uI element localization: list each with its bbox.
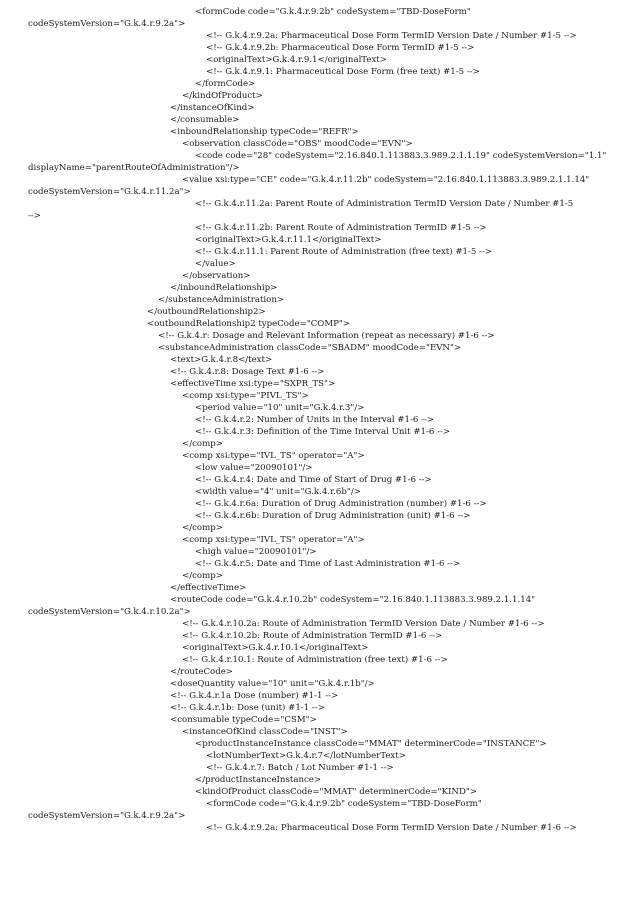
xml-code-line: <!-- G.k.4.r.7: Batch / Lot Number #1-1 -->	[206, 763, 394, 773]
xml-code-line: <!-- G.k.4.r.9.1: Pharmaceutical Dose Form (free text) #1-5 -->	[206, 67, 480, 77]
xml-code-line: <observation classCode="OBS" moodCode="EVN">	[182, 139, 413, 149]
xml-code-line: <originalText>G.k.4.r.10.1</originalText>	[182, 643, 369, 653]
xml-code-line: <!-- G.k.4.r.10.1: Route of Administration (free text) #1-6 -->	[182, 655, 448, 665]
xml-code-line: -->	[28, 211, 42, 221]
xml-code-line: <lotNumberText>G.k.4.r.7</lotNumberText>	[206, 751, 406, 761]
xml-code-line: </consumable>	[170, 115, 240, 125]
xml-code-line: <inboundRelationship typeCode="REFR">	[170, 127, 359, 137]
xml-code-line: codeSystemVersion="G.k.4.r.11.2a">	[28, 187, 191, 197]
xml-code-line: <kindOfProduct classCode="MMAT" determinerCode="KIND">	[195, 787, 477, 797]
xml-code-line: <formCode code="G.k.4.r.9.2b" codeSystem="TBD-DoseForm"	[195, 7, 471, 17]
xml-code-line: <comp xsi:type="IVL_TS" operator="A">	[182, 451, 365, 461]
xml-code-line: <!-- G.k.4.r.9.2a: Pharmaceutical Dose Form TermID Version Date / Number #1-6 -->	[206, 823, 577, 833]
xml-code-line: <value xsi:type="CE" code="G.k.4.r.11.2b" codeSystem="2.16.840.1.113883.3.989.2.1.1.14"	[182, 175, 590, 185]
xml-code-line: </routeCode>	[170, 667, 233, 677]
xml-code-line: <!-- G.k.4.r.3: Definition of the Time Interval Unit #1-6 -->	[195, 427, 451, 437]
xml-code-line: </observation>	[182, 271, 251, 281]
xml-code-line: </outboundRelationship2>	[147, 307, 266, 317]
xml-code-line: <low value="20090101"/>	[195, 463, 313, 473]
xml-code-line: codeSystemVersion="G.k.4.r.9.2a">	[28, 19, 186, 29]
xml-code-line: <!-- G.k.4.r.9.2b: Pharmaceutical Dose Form TermID #1-5 -->	[206, 43, 475, 53]
xml-code-line: <routeCode code="G.k.4.r.10.2b" codeSystem="2.16.840.1.113883.3.989.2.1.1.14"	[170, 595, 536, 605]
xml-code-line: <!-- G.k.4.r.1b: Dose (unit) #1-1 -->	[170, 703, 325, 713]
xml-code-line: </productInstanceInstance>	[195, 775, 322, 785]
xml-code-line: <productInstanceInstance classCode="MMAT" determinerCode="INSTANCE">	[195, 739, 547, 749]
xml-code-line: <!-- G.k.4.r.10.2b: Route of Administration TermID #1-6 -->	[182, 631, 443, 641]
xml-code-line: <substanceAdministration classCode="SBADM" moodCode="EVN">	[158, 343, 462, 353]
xml-code-line: codeSystemVersion="G.k.4.r.9.2a">	[28, 811, 186, 821]
xml-code-line: </effectiveTime>	[170, 583, 247, 593]
xml-code-line: codeSystemVersion="G.k.4.r.10.2a">	[28, 607, 191, 617]
xml-code-line: displayName="parentRouteOfAdministration"/>	[28, 163, 240, 173]
xml-code-line: </comp>	[182, 523, 223, 533]
xml-code-line: <!-- G.k.4.r.10.2a: Route of Administration TermID Version Date / Number #1-6 -->	[182, 619, 545, 629]
xml-code-line: </formCode>	[195, 79, 256, 89]
xml-code-line: <comp xsi:type="IVL_TS" operator="A">	[182, 535, 365, 545]
xml-code-line: <instanceOfKind classCode="INST">	[182, 727, 348, 737]
xml-code-line: <high value="20090101"/>	[195, 547, 317, 557]
xml-code-line: <doseQuantity value="10" unit="G.k.4.r.1b"/>	[170, 679, 375, 689]
xml-code-line: <!-- G.k.4.r.11.2a: Parent Route of Administration TermID Version Date / Number #1-5	[195, 199, 574, 209]
xml-code-line: <code code="28" codeSystem="2.16.840.1.113883.3.989.2.1.1.19" codeSystemVersion="1.1"	[195, 151, 607, 161]
xml-code-line: <effectiveTime xsi:type="SXPR_TS">	[170, 379, 336, 389]
xml-code-line: <width value="4" unit="G.k.4.r.6b"/>	[195, 487, 361, 497]
xml-code-line: <!-- G.k.4.r.6b: Duration of Drug Administration (unit) #1-6 -->	[195, 511, 471, 521]
xml-code-line: <formCode code="G.k.4.r.9.2b" codeSystem="TBD-DoseForm"	[206, 799, 482, 809]
xml-code-line: <!-- G.k.4.r.11.1: Parent Route of Administration (free text) #1-5 -->	[195, 247, 493, 257]
xml-code-line: <!-- G.k.4.r.6a: Duration of Drug Administration (number) #1-6 -->	[195, 499, 487, 509]
xml-code-line: <!-- G.k.4.r.9.2a: Pharmaceutical Dose Form TermID Version Date / Number #1-5 -->	[206, 31, 577, 41]
xml-code-line: <text>G.k.4.r.8</text>	[170, 355, 273, 365]
xml-code-line: <!-- G.k.4.r.1a Dose (number) #1-1 -->	[170, 691, 339, 701]
xml-code-line: <comp xsi:type="PIVL_TS">	[182, 391, 309, 401]
xml-code-line: </instanceOfKind>	[170, 103, 255, 113]
xml-code-line: </comp>	[182, 439, 223, 449]
xml-code-line: </comp>	[182, 571, 223, 581]
xml-code-line: </substanceAdministration>	[158, 295, 285, 305]
xml-code-line: </kindOfProduct>	[182, 91, 263, 101]
xml-code-line: <originalText>G.k.4.r.9.1</originalText>	[206, 55, 387, 65]
xml-code-line: <!-- G.k.4.r.4: Date and Time of Start of Drug #1-6 -->	[195, 475, 432, 485]
xml-code-line: <consumable typeCode="CSM">	[170, 715, 317, 725]
xml-code-line: <outboundRelationship2 typeCode="COMP">	[147, 319, 351, 329]
xml-code-line: <!-- G.k.4.r.5: Date and Time of Last Administration #1-6 -->	[195, 559, 461, 569]
xml-code-line: </value>	[195, 259, 236, 269]
xml-code-line: <originalText>G.k.4.r.11.1</originalText>	[195, 235, 382, 245]
xml-code-line: <!-- G.k.4.r: Dosage and Relevant Information (repeat as necessary) #1-6 -->	[158, 331, 495, 341]
xml-code-line: </inboundRelationship>	[170, 283, 278, 293]
xml-code-line: <!-- G.k.4.r.8: Dosage Text #1-6 -->	[170, 367, 325, 377]
xml-code-line: <period value="10" unit="G.k.4.r.3"/>	[195, 403, 365, 413]
xml-code-line: <!-- G.k.4.r.2: Number of Units in the Interval #1-6 -->	[195, 415, 435, 425]
xml-code-line: <!-- G.k.4.r.11.2b: Parent Route of Administration TermID #1-5 -->	[195, 223, 487, 233]
